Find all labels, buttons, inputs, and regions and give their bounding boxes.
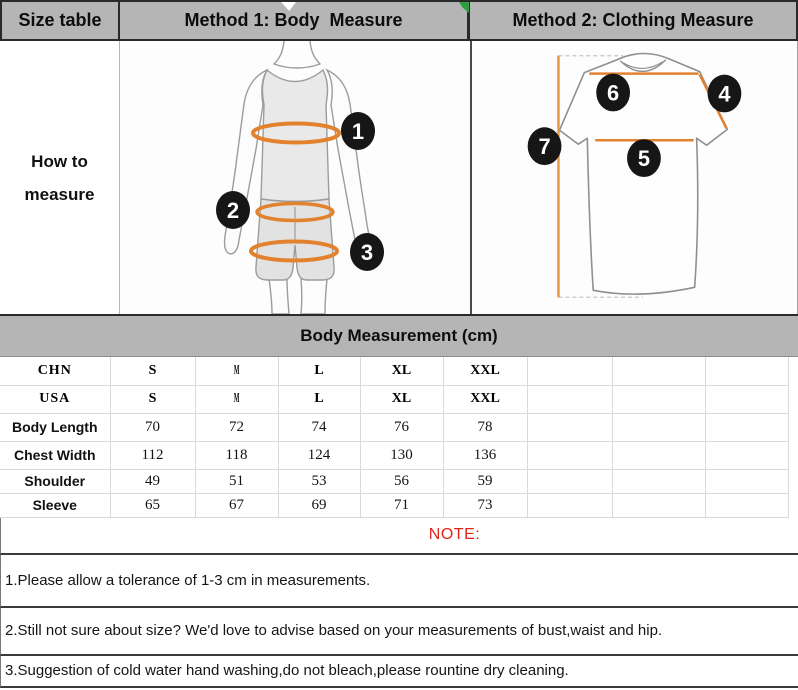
size-value-cell: 56 — [360, 469, 443, 493]
size-table-header: Size table — [0, 2, 120, 39]
size-value-cell: L — [278, 357, 360, 385]
body-measurement-title: Body Measurement (cm) — [300, 326, 498, 345]
size-value-cell: 112 — [110, 441, 195, 469]
size-value-cell — [705, 385, 788, 413]
tank-top — [261, 70, 329, 202]
size-value-cell — [527, 413, 612, 441]
badge-2 — [216, 191, 250, 229]
body-measure-panel — [120, 41, 470, 314]
size-value-cell — [527, 469, 612, 493]
size-value-cell: 67 — [195, 493, 278, 517]
size-value-cell: 124 — [278, 441, 360, 469]
method2-header: Method 2: Clothing Measure — [470, 2, 798, 39]
size-value-cell: S — [110, 385, 195, 413]
size-value-cell: M — [195, 385, 278, 413]
size-value-cell — [612, 357, 705, 385]
row-label-cell: USA — [0, 385, 110, 413]
size-value-cell: 74 — [278, 413, 360, 441]
size-value-cell: 51 — [195, 469, 278, 493]
size-value-cell: 53 — [278, 469, 360, 493]
size-value-cell: 59 — [443, 469, 527, 493]
body-measure-diagram — [120, 41, 470, 314]
row-label-cell: Chest Width — [0, 441, 110, 469]
size-value-cell: M — [195, 357, 278, 385]
size-value-cell — [612, 469, 705, 493]
badge-3-number: 3 — [360, 240, 374, 265]
size-value-cell: XL — [360, 385, 443, 413]
size-value-cell: 49 — [110, 469, 195, 493]
badge-7 — [528, 127, 562, 165]
badge-1 — [341, 112, 375, 150]
badge-6 — [596, 74, 630, 112]
method1-header: Method 1: Body Measure — [120, 2, 470, 39]
size-value-cell: 78 — [443, 413, 527, 441]
row-label-cell: Body Length — [0, 413, 110, 441]
size-value-cell — [612, 385, 705, 413]
size-value-cell: 71 — [360, 493, 443, 517]
clothing-measure-diagram — [472, 41, 798, 314]
size-table — [0, 357, 789, 518]
badge-1-number: 1 — [351, 119, 365, 144]
clothing-measure-panel — [470, 41, 798, 314]
badge-4-number: 4 — [718, 81, 731, 107]
row-label-cell: CHN — [0, 357, 110, 385]
table-row — [0, 441, 788, 469]
right-leg — [301, 279, 327, 314]
diagram-row — [0, 41, 798, 314]
note-title-row — [0, 518, 798, 555]
size-value-cell: 73 — [443, 493, 527, 517]
size-value-cell — [612, 413, 705, 441]
badge-3 — [350, 233, 384, 271]
table-row — [0, 469, 788, 493]
badge-5 — [627, 139, 661, 177]
badge-6-number: 6 — [607, 80, 620, 106]
left-leg — [269, 279, 289, 314]
neck-lines — [274, 41, 320, 68]
how-to-measure-label: How to measure — [0, 41, 120, 314]
size-value-cell: 70 — [110, 413, 195, 441]
table-row — [0, 493, 788, 517]
badge-5-number: 5 — [637, 146, 651, 172]
size-value-cell — [705, 469, 788, 493]
badge-4 — [708, 75, 742, 113]
right-arm — [327, 70, 370, 254]
row-label-cell: Sleeve — [0, 493, 110, 517]
size-value-cell: XL — [360, 357, 443, 385]
size-value-cell — [705, 357, 788, 385]
size-value-cell — [527, 357, 612, 385]
row-label-cell: Shoulder — [0, 469, 110, 493]
badge-7-number: 7 — [538, 134, 551, 160]
size-value-cell — [527, 441, 612, 469]
note-item-1: 1.Please allow a tolerance of 1-3 cm in measurements. — [0, 555, 798, 608]
table-row — [0, 357, 788, 385]
body-measurement-bar — [0, 314, 798, 357]
size-value-cell — [705, 493, 788, 517]
size-value-cell: 76 — [360, 413, 443, 441]
size-value-cell: 65 — [110, 493, 195, 517]
table-row — [0, 385, 788, 413]
size-value-cell: S — [110, 357, 195, 385]
size-value-cell: XXL — [443, 357, 527, 385]
note-item-2: 2.Still not sure about size? We'd love to advise based on your measurements of bust,waist and hip. — [0, 608, 798, 656]
size-value-cell — [705, 413, 788, 441]
size-value-cell: 72 — [195, 413, 278, 441]
size-value-cell: XXL — [443, 385, 527, 413]
badge-2-number: 2 — [226, 198, 240, 223]
size-value-cell — [705, 441, 788, 469]
size-value-cell: L — [278, 385, 360, 413]
size-value-cell: 69 — [278, 493, 360, 517]
size-value-cell — [612, 441, 705, 469]
table-row — [0, 413, 788, 441]
header-row — [0, 0, 798, 41]
size-value-cell — [612, 493, 705, 517]
size-value-cell: 118 — [195, 441, 278, 469]
size-value-cell: 130 — [360, 441, 443, 469]
size-value-cell — [527, 493, 612, 517]
size-value-cell — [527, 385, 612, 413]
note-title: NOTE: — [428, 526, 481, 543]
size-value-cell: 136 — [443, 441, 527, 469]
note-item-3: 3.Suggestion of cold water hand washing,do not bleach,please rountine dry cleaning. — [0, 656, 798, 688]
